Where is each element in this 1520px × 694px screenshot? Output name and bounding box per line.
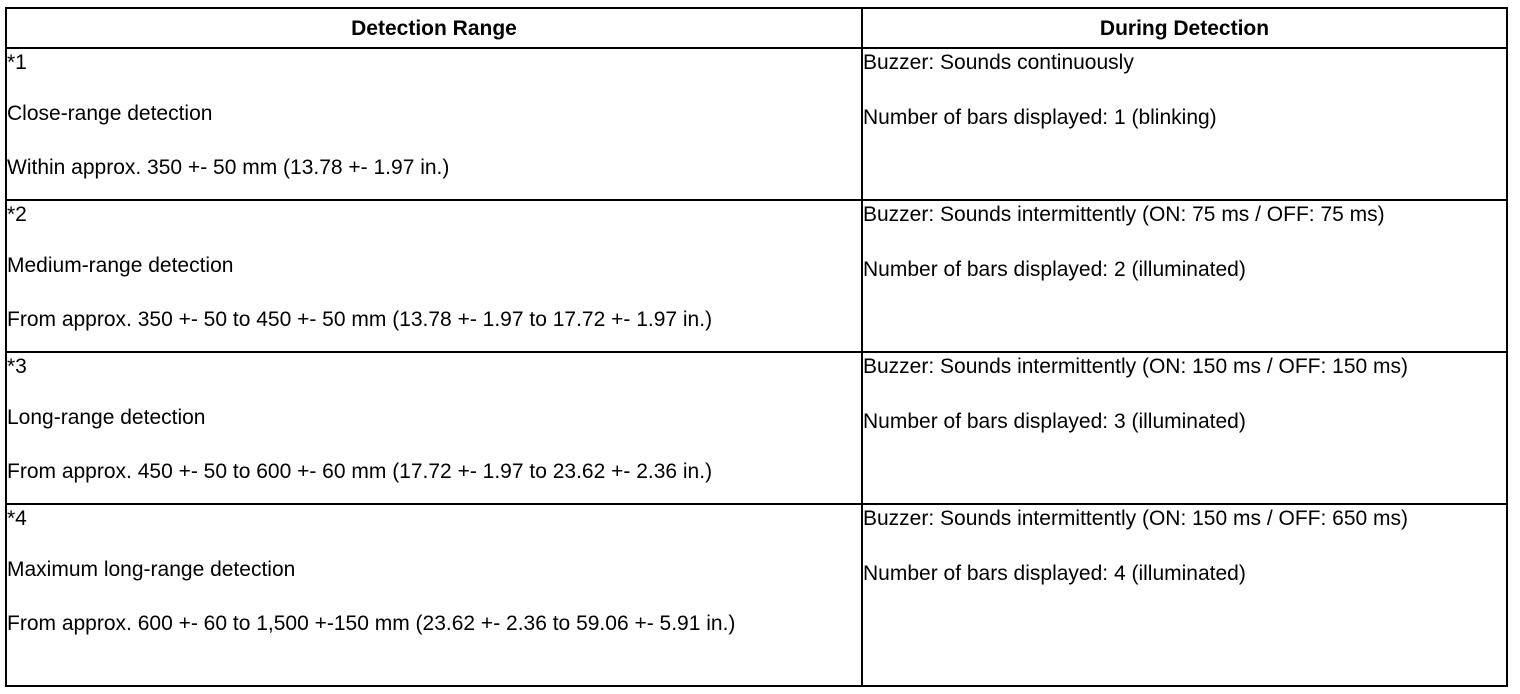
bars-text: Number of bars displayed: 2 (illuminated) [863, 258, 1246, 281]
row-marker: *2 [7, 203, 27, 226]
buzzer-text: Buzzer: Sounds intermittently (ON: 75 ms / OFF: 75 ms) [863, 203, 1385, 226]
detection-cell [862, 352, 1507, 504]
bars-text: Number of bars displayed: 4 (illuminated) [863, 562, 1246, 585]
buzzer-text: Buzzer: Sounds intermittently (ON: 150 ms / OFF: 650 ms) [863, 507, 1409, 530]
range-label: Long-range detection [7, 406, 206, 429]
range-distance: Within approx. 350 +- 50 mm (13.78 +- 1.97 in.) [7, 156, 450, 179]
table-row [6, 48, 1507, 200]
buzzer-text: Buzzer: Sounds intermittently (ON: 150 ms / OFF: 150 ms) [863, 355, 1409, 378]
row-marker: *4 [7, 507, 27, 530]
range-distance: From approx. 350 +- 50 to 450 +- 50 mm (13.78 +- 1.97 to 17.72 +- 1.97 in.) [7, 308, 713, 331]
buzzer-text: Buzzer: Sounds continuously [863, 51, 1134, 74]
row-marker: *3 [7, 355, 27, 378]
detection-cell [862, 504, 1507, 686]
table-row [6, 200, 1507, 352]
table-row [6, 504, 1507, 686]
range-cell [6, 48, 862, 200]
table-row [6, 352, 1507, 504]
range-cell [6, 200, 862, 352]
bars-text: Number of bars displayed: 3 (illuminated) [863, 410, 1246, 433]
bars-text: Number of bars displayed: 1 (blinking) [863, 106, 1217, 129]
header-row [6, 8, 1507, 48]
detection-table [5, 7, 1508, 687]
header-during-detection: During Detection [862, 8, 1507, 48]
header-detection-range: Detection Range [6, 8, 862, 48]
range-distance: From approx. 600 +- 60 to 1,500 +-150 mm (23.62 +- 2.36 to 59.06 +- 5.91 in.) [7, 612, 736, 635]
range-label: Medium-range detection [7, 254, 234, 277]
row-marker: *1 [7, 51, 27, 74]
detection-cell [862, 48, 1507, 200]
range-distance: From approx. 450 +- 50 to 600 +- 60 mm (17.72 +- 1.97 to 23.62 +- 2.36 in.) [7, 460, 713, 483]
range-label: Close-range detection [7, 102, 213, 125]
detection-cell [862, 200, 1507, 352]
range-cell [6, 352, 862, 504]
range-cell [6, 504, 862, 686]
range-label: Maximum long-range detection [7, 558, 296, 581]
